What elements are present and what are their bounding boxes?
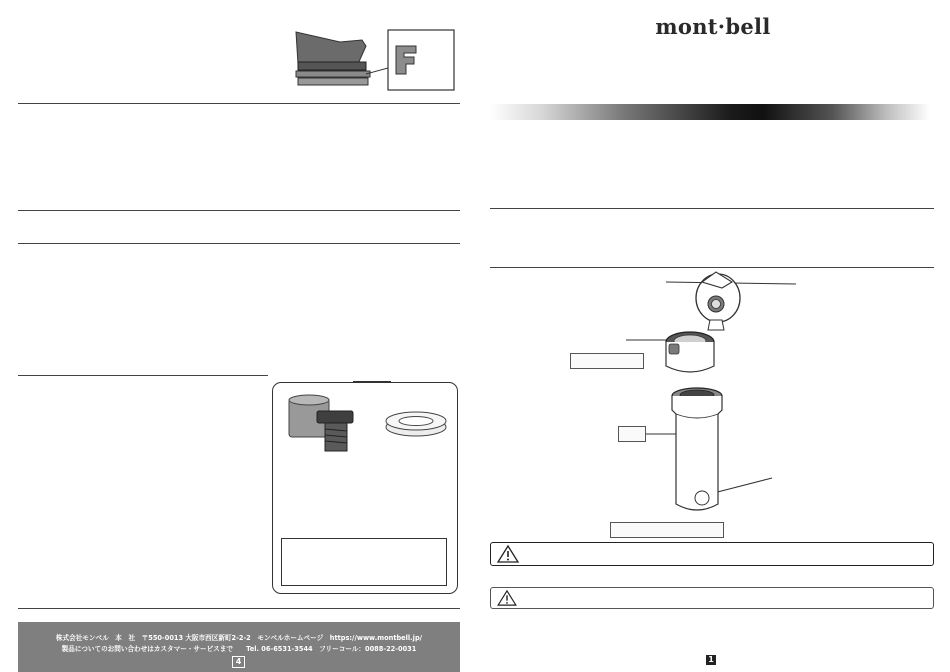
title-gradient-bar (490, 104, 930, 120)
footer-company-line: 株式会社モンベル 本 社 〒550-0013 大阪市西区新町2-2-2 モンベルホームページ https://www.montbell.jp/ (55, 634, 423, 642)
gasket-illustration (290, 20, 460, 100)
page-number-left: 4 (232, 656, 245, 668)
footer-contact-line: 製品についてのお問い合わせはカスタマー・サービスまで Tel. 06-6531-3544 フリーコール：0088-22-0031 (61, 645, 417, 653)
accessory-panel-title-bar (353, 381, 391, 382)
ring-gasket-illustration (381, 403, 451, 443)
left-rule-3 (18, 243, 460, 244)
label-box-body (618, 426, 646, 442)
warning-triangle-icon (497, 590, 517, 606)
left-rule-1 (18, 103, 460, 104)
left-rule-4 (18, 375, 268, 376)
label-box-cap (570, 353, 644, 369)
accessory-panel (272, 382, 458, 594)
left-rule-2 (18, 210, 460, 211)
bottle-diagram (490, 268, 930, 538)
warning-box-2 (490, 587, 934, 609)
accessory-note-box (281, 538, 447, 586)
left-rule-5 (18, 608, 460, 609)
right-rule-1 (490, 208, 934, 209)
page-number-right: 1 (706, 655, 716, 665)
warning-triangle-icon (497, 545, 519, 563)
cap-part-illustration (283, 391, 363, 461)
label-box-bottom (610, 522, 724, 538)
footer (18, 622, 460, 672)
brand-logo: mont·bell (655, 14, 771, 39)
warning-box-1 (490, 542, 934, 566)
